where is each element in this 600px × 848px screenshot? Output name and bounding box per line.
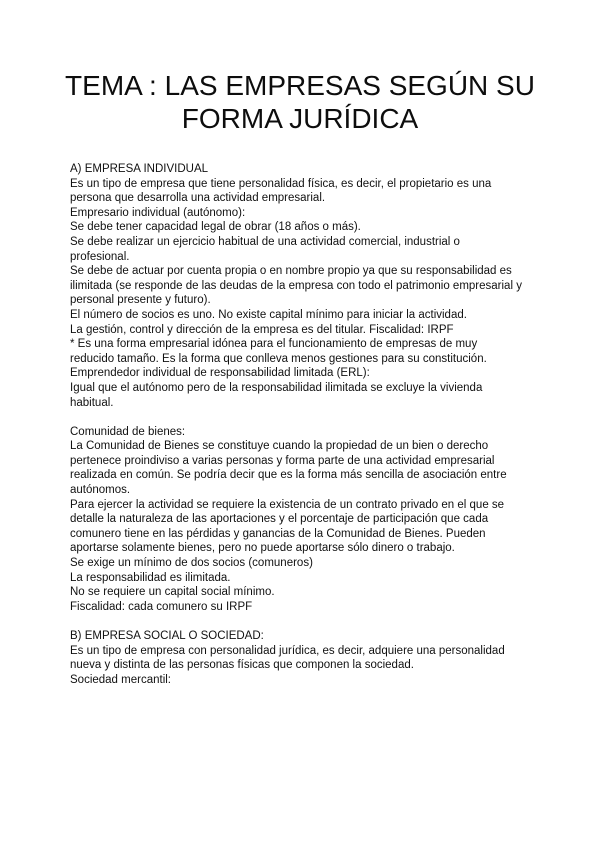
document-line: Se debe tener capacidad legal de obrar (18 años o más). xyxy=(70,221,361,234)
document-line: Emprendedor individual de responsabilidad limitada (ERL): xyxy=(70,367,370,380)
document-line: Se exige un mínimo de dos socios (comuneros) xyxy=(70,557,313,570)
document-line: nueva y distinta de las personas físicas que componen la sociedad. xyxy=(70,659,414,672)
document-line: Fiscalidad: cada comunero su IRPF xyxy=(70,600,253,613)
document-line: La responsabilidad es ilimitada. xyxy=(70,571,231,584)
document-line: Comunidad de bienes: xyxy=(70,425,186,438)
document-line: A) EMPRESA INDIVIDUAL xyxy=(70,163,209,175)
document-line: autónomos. xyxy=(70,484,131,497)
document-line: detalle la naturaleza de las aportaciones y el porcentaje de participación que cada xyxy=(70,513,489,526)
document-line: reducido tamaño. Es la forma que conlleva menos gestiones para su constitución. xyxy=(70,352,487,365)
document-line: aportarse solamente bienes, pero no puede aportarse sólo dinero o trabajo. xyxy=(70,542,455,555)
document-line: Se debe de actuar por cuenta propia o en nombre propio ya que su responsabilidad es xyxy=(70,265,512,278)
document-line xyxy=(70,411,540,426)
document-line: Se debe realizar un ejercicio habitual de una actividad comercial, industrial o xyxy=(70,235,460,248)
document-line: Igual que el autónomo pero de la responsabilidad ilimitada se excluye la vivienda xyxy=(70,381,483,394)
document-line: B) EMPRESA SOCIAL O SOCIEDAD: xyxy=(70,630,264,642)
document-line: Es un tipo de empresa que tiene personalidad física, es decir, el propietario es una xyxy=(70,177,492,190)
document-line: No se requiere un capital social mínimo. xyxy=(70,586,275,599)
document-line: * Es una forma empresarial idónea para el funcionamiento de empresas de muy xyxy=(70,338,478,351)
page-title xyxy=(0,69,600,135)
document-line: habitual. xyxy=(70,396,114,409)
document-line: pertenece proindiviso a varias personas y forma parte de una actividad empresarial xyxy=(70,454,495,467)
document-line: personal presente y futuro). xyxy=(70,294,211,307)
page-title-line-2: FORMA JURÍDICA xyxy=(181,103,419,134)
document-body xyxy=(70,163,540,688)
document-line: realizada en común. Se podría decir que es la forma más sencilla de asociación entre xyxy=(70,469,507,482)
document-line: Es un tipo de empresa con personalidad jurídica, es decir, adquiere una personalidad xyxy=(70,644,505,657)
document-line: comunero tiene en las pérdidas y ganancias de la Comunidad de Bienes. Pueden xyxy=(70,527,486,540)
document-line: profesional. xyxy=(70,250,130,263)
document-line: ilimitada (se responde de las deudas de la empresa con todo el patrimonio empresarial y xyxy=(70,279,522,292)
page-title-line-1: TEMA : LAS EMPRESAS SEGÚN SU xyxy=(65,70,535,101)
document-line: persona que desarrolla una actividad empresarial. xyxy=(70,192,326,205)
document-line: El número de socios es uno. No existe capital mínimo para iniciar la actividad. xyxy=(70,308,467,321)
document-line: Para ejercer la actividad se requiere la existencia de un contrato privado en el que se xyxy=(70,498,505,511)
document-line: Sociedad mercantil: xyxy=(70,673,171,686)
document-line: La Comunidad de Bienes se constituye cuando la propiedad de un bien o derecho xyxy=(70,440,489,453)
document-line: La gestión, control y dirección de la empresa es del titular. Fiscalidad: IRPF xyxy=(70,323,454,336)
document-line xyxy=(70,615,540,630)
document-line: Empresario individual (autónomo): xyxy=(70,206,246,219)
